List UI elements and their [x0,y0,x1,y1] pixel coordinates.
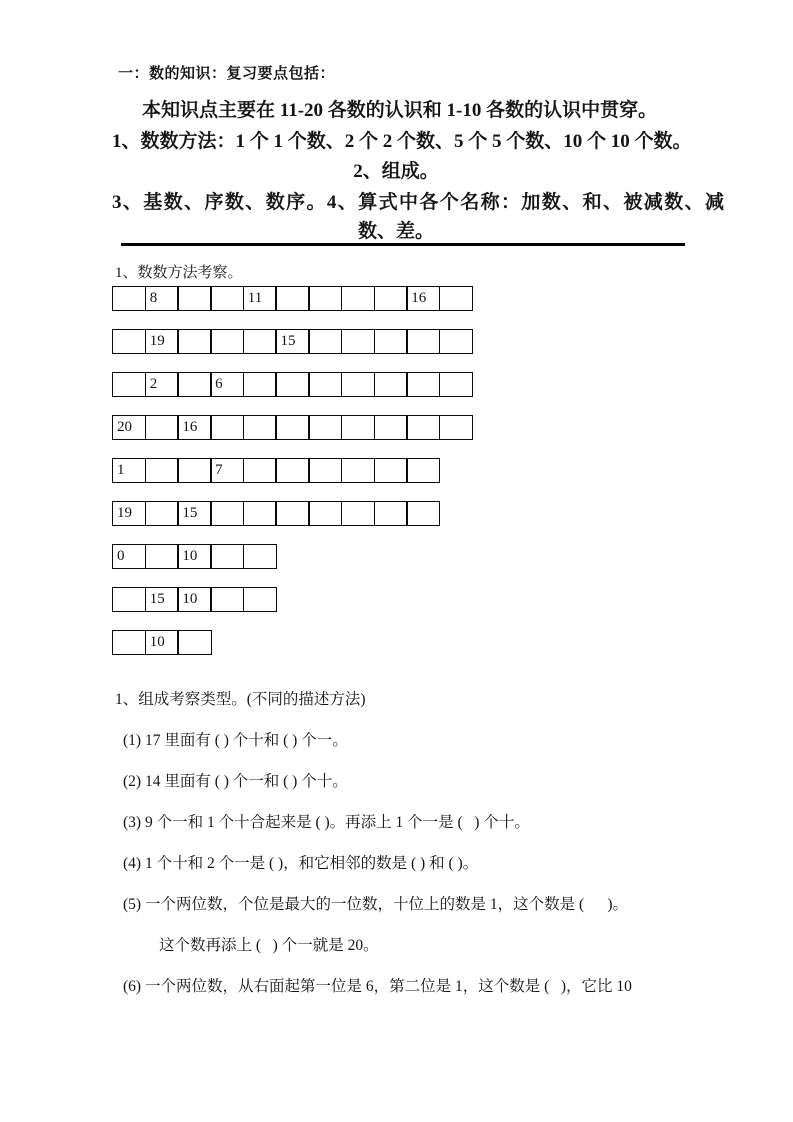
counting-cell-blank [145,415,179,440]
counting-table [112,286,473,673]
counting-cell-filled: 1 [112,458,146,483]
counting-cell-blank [177,372,211,397]
counting-row [112,372,473,397]
counting-cell-blank [210,415,244,440]
counting-cell-filled: 8 [145,286,179,311]
composition-section-title: 1、组成考察类型。(不同的描述方法) [115,691,366,708]
counting-cell-blank [374,329,408,354]
counting-cell-filled: 15 [145,587,179,612]
counting-cell-filled: 0 [112,544,146,569]
header-line-4: 2、组成。 [353,161,439,182]
counting-cell-filled: 11 [243,286,277,311]
counting-cell-blank [210,286,244,311]
counting-cell-blank [275,286,309,311]
counting-cell-blank [275,458,309,483]
counting-cell-blank [341,501,375,526]
question-line: (6) 一个两位数，从右面起第一位是 6，第二位是 1，这个数是 ( )，它比 10 [123,978,632,995]
counting-cell-blank [243,501,277,526]
horizontal-divider [121,243,685,246]
counting-cell-blank [210,544,244,569]
question-line: (5) 一个两位数，个位是最大的一位数，十位上的数是 1，这个数是 ( )。 [123,896,629,913]
counting-cell-blank [406,415,440,440]
counting-cell-blank [210,587,244,612]
counting-cell-blank [112,587,146,612]
counting-row [112,587,473,612]
counting-cell-blank [374,458,408,483]
counting-row [112,415,473,440]
counting-cell-blank [341,329,375,354]
counting-cell-blank [243,587,277,612]
header-line-6: 数、差。 [357,221,434,242]
counting-cell-blank [406,458,440,483]
counting-cell-blank [177,329,211,354]
counting-cell-filled: 15 [177,501,211,526]
question-line: (4) 1 个十和 2 个一是 ( )，和它相邻的数是 ( ) 和 ( )。 [123,855,479,872]
counting-cell-blank [177,286,211,311]
counting-cell-blank [112,286,146,311]
counting-cell-blank [439,286,473,311]
question-line: (1) 17 里面有 ( ) 个十和 ( ) 个一。 [123,732,348,749]
counting-cell-blank [177,630,211,655]
header-line-5: 3、基数、序数、数序。4、算式中各个名称：加数、和、被减数、减 [112,192,726,213]
counting-cell-blank [243,372,277,397]
counting-cell-blank [112,329,146,354]
question-line: (3) 9 个一和 1 个十合起来是 ( )。再添上 1 个一是 ( ) 个十。 [123,814,530,831]
counting-cell-blank [439,415,473,440]
counting-row [112,286,473,311]
counting-cell-blank [439,372,473,397]
counting-cell-blank [210,501,244,526]
counting-cell-filled: 10 [177,587,211,612]
counting-cell-blank [243,458,277,483]
counting-cell-blank [308,458,342,483]
counting-cell-filled: 16 [406,286,440,311]
counting-cell-blank [243,544,277,569]
header-line-2: 本知识点主要在 11-20 各数的认识和 1-10 各数的认识中贯穿。 [142,100,658,121]
question-line: (2) 14 里面有 ( ) 个一和 ( ) 个十。 [123,773,348,790]
counting-cell-filled: 7 [210,458,244,483]
counting-cell-blank [374,415,408,440]
counting-row [112,544,473,569]
header-line-3: 1、数数方法：1 个 1 个数、2 个 2 个数、5 个 5 个数、10 个 10 个数。 [112,131,692,152]
counting-cell-blank [341,286,375,311]
counting-cell-blank [374,372,408,397]
counting-cell-filled: 19 [145,329,179,354]
composition-section [115,689,632,1017]
counting-cell-blank [341,372,375,397]
counting-cell-blank [112,372,146,397]
counting-cell-blank [341,415,375,440]
counting-section-title: 1、数数方法考察。 [115,265,243,281]
counting-cell-blank [275,501,309,526]
counting-row [112,329,473,354]
counting-cell-blank [210,329,244,354]
counting-cell-filled: 20 [112,415,146,440]
counting-cell-filled: 16 [177,415,211,440]
counting-cell-filled: 10 [145,630,179,655]
counting-row [112,630,473,655]
counting-cell-blank [406,329,440,354]
counting-cell-filled: 6 [210,372,244,397]
counting-cell-blank [341,458,375,483]
counting-cell-blank [406,501,440,526]
question-line: 这个数再添上 ( ) 个一就是 20。 [159,937,379,954]
counting-cell-blank [406,372,440,397]
counting-cell-blank [374,286,408,311]
counting-cell-blank [308,372,342,397]
counting-cell-blank [439,329,473,354]
counting-cell-blank [275,372,309,397]
counting-cell-blank [177,458,211,483]
counting-cell-filled: 2 [145,372,179,397]
counting-cell-blank [308,329,342,354]
counting-cell-blank [308,415,342,440]
counting-cell-blank [112,630,146,655]
counting-cell-filled: 15 [275,329,309,354]
counting-row [112,501,473,526]
counting-cell-blank [374,501,408,526]
counting-row [112,458,473,483]
counting-cell-filled: 19 [112,501,146,526]
counting-cell-blank [308,286,342,311]
counting-cell-filled: 10 [177,544,211,569]
counting-cell-blank [275,415,309,440]
counting-cell-blank [243,415,277,440]
counting-cell-blank [145,501,179,526]
counting-cell-blank [145,458,179,483]
header-line-1: 一：数的知识：复习要点包括： [118,65,336,82]
counting-cell-blank [145,544,179,569]
counting-cell-blank [308,501,342,526]
counting-cell-blank [243,329,277,354]
